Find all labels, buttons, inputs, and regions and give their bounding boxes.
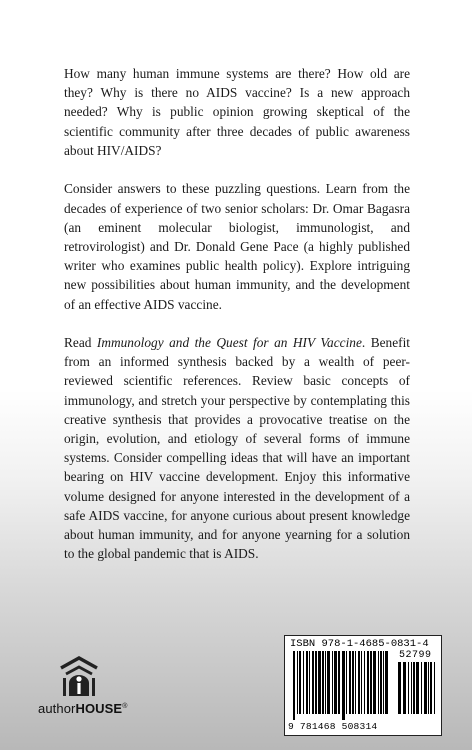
blurb-paragraph-2: Consider answers to these puzzling questions. Learn from the decades of experience of two senior scholars: Dr. Omar Bagasra (an eminent molecular biologist, immunologist, and retrovirologist) and Dr. Donald Gene Pace (a highly published writer who examines public health policy). Explore intriguing new possibilities about human immunity, and the development of an effective AIDS vaccine. [64, 181, 410, 312]
barcode-bar [338, 651, 340, 714]
barcode-bar [318, 651, 321, 714]
barcode-bar [378, 651, 379, 714]
barcode-bar [349, 651, 351, 714]
barcode-bar [403, 662, 406, 714]
publisher-name [38, 701, 128, 716]
barcode-bar [297, 651, 298, 714]
ean-digits: 9 781468 508314 [288, 721, 378, 732]
ean-barcode [293, 651, 391, 720]
barcode-bar [428, 662, 429, 714]
barcode-bar [346, 651, 347, 714]
barcode-bar [327, 651, 330, 714]
barcode-bar [299, 651, 301, 714]
back-cover-blurb [64, 64, 410, 583]
barcode-bar [434, 662, 435, 714]
barcode-bar [367, 651, 369, 714]
barcode-bar [361, 651, 362, 714]
barcode-bar [293, 651, 295, 720]
barcode-bar [364, 651, 365, 714]
barcode-bar [380, 651, 382, 714]
publisher-name-suffix: HOUSE [75, 701, 123, 716]
barcode-bar [306, 651, 308, 714]
barcode-bar [358, 651, 360, 714]
barcode-bar [411, 662, 412, 714]
barcode-bar [352, 651, 354, 714]
barcode-bar [370, 651, 372, 714]
barcode-bar [385, 651, 388, 714]
barcode-bar [309, 651, 310, 714]
barcode-bar [421, 662, 422, 714]
barcode-bar [398, 662, 401, 714]
house-figure-logo-icon [58, 654, 100, 698]
barcode-bar [342, 651, 345, 720]
isbn-barcode-panel [284, 635, 442, 736]
barcode-bar [322, 651, 324, 714]
blurb-paragraph-1: How many human immune systems are there? How old are they? Why is there no AIDS vaccine? Is a new approach needed? Why is public opinion growing skeptical of the scientific community after three decades of public awareness about HIV/AIDS? [64, 66, 410, 158]
barcode-bar [373, 651, 376, 714]
addon-barcode [398, 662, 436, 720]
barcode-bar [312, 651, 314, 714]
barcode-bar [325, 651, 326, 714]
barcode-bar [355, 651, 356, 714]
blurb-paragraph-3 [64, 333, 410, 563]
barcode-bar [303, 651, 304, 714]
barcode-bar [408, 662, 409, 714]
barcode-bar [416, 662, 419, 714]
isbn-text: ISBN 978-1-4685-0831-4 [290, 638, 429, 650]
barcode-bar [332, 651, 333, 714]
publisher-logo [38, 654, 128, 716]
publisher-name-prefix: author [38, 701, 76, 716]
trademark-symbol: ® [122, 703, 128, 710]
blurb-paragraph-3-rest: . Benefit from an informed synthesis backed by a wealth of peer-reviewed scientific references. Review basic concepts of immunology, and stretch your perspective by contemplating this creative synthesis that provides a provocative treatise on the origin, evolution, and etiology of several forms of immune systems. Consider compelling ideas that will have an important bearing on HIV vaccine development. Enjoy this informative volume designed for anyone interested in the development of a safe AIDS vaccine, for anyone curious about present knowledge about human immunity, and for anyone yearning for a solution to the global pandemic that is AIDS. [64, 335, 410, 562]
barcode-bar [413, 662, 415, 714]
barcode-addon-number: 52799 [399, 650, 432, 661]
barcode-bar [315, 651, 317, 714]
book-title-italic: Immunology and the Quest for an HIV Vaccine [96, 335, 362, 351]
barcode-bar [424, 662, 427, 714]
barcode-bar [383, 651, 384, 714]
barcode-bar [430, 662, 432, 714]
blurb-paragraph-3-lead: Read [64, 335, 97, 351]
barcode-bar [334, 651, 337, 714]
